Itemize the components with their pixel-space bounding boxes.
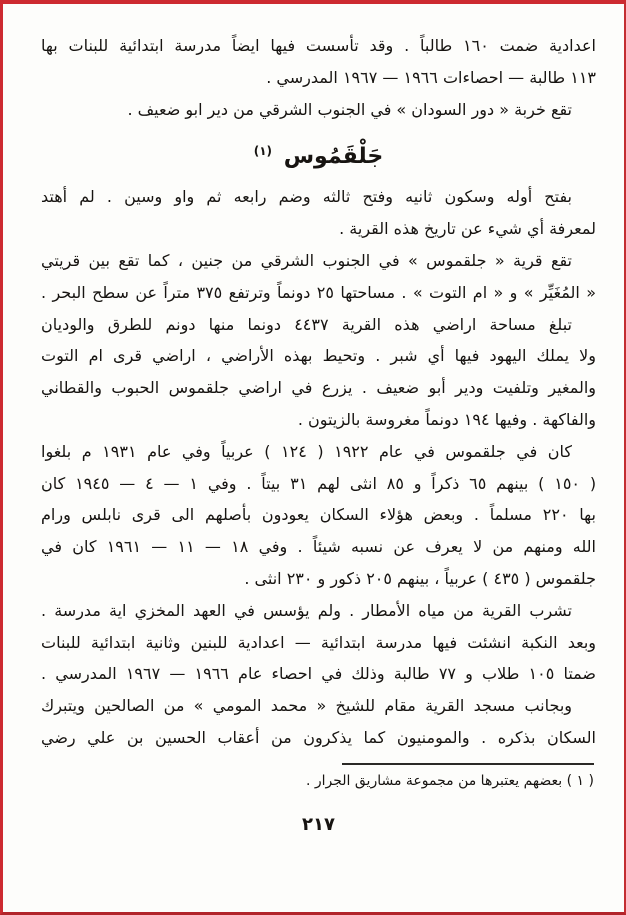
text-line: تقع خربة « دور السودان » في الجنوب الشرقي من دير ابو ضعيف .	[127, 99, 572, 119]
text-line: بها ٢٢٠ مسلماً . وبعض هؤلاء السكان يعودون بأصلهم الى قرى نابلس ورام	[41, 505, 596, 525]
text-line: الله ومنهم من لا يعرف عن نسبه شيئاً . وفي ١٨ — ١١ — ١٩٦١ كان في	[41, 537, 596, 557]
text-line: « المُغَيِّر » و « ام التوت » . مساحتها ٢٥ دونماً وترتفع ٣٧٥ متراً عن سطح البحر .	[41, 282, 596, 302]
footnote-separator-rule	[342, 763, 594, 765]
text-line: ضمتا ١٠٥ طلاب و ٧٧ طالبة وذلك في احصاء عام ١٩٦٦ — ١٩٦٧ المدرسي .	[41, 664, 597, 684]
paragraph-population	[41, 436, 596, 595]
text-line: والمغير وتلفيت ودير أبو ضعيف . يزرع في اراضي جلقموس الحبوب والقطاني	[41, 378, 596, 398]
page-number: ٢١٧	[302, 813, 335, 835]
text-line: لمعرفة أي شيء عن تاريخ هذه القرية .	[339, 219, 596, 239]
paragraph-girls-school	[41, 30, 596, 94]
village-name: جَلْقَمُوس	[283, 144, 384, 170]
paragraph-location	[41, 245, 596, 309]
text-line: السكان بذكره . والمومنيون كما يذكرون من أعقاب الحسين بن علي رضي	[41, 727, 596, 747]
text-line: وبجانب مسجد القرية مقام للشيخ « محمد المومي » من الصالحين ويتبرك	[41, 696, 572, 716]
footnote	[41, 769, 596, 793]
footnote-text: بعضهم يعتبرها من مجموعة مشاريق الجرار .	[305, 772, 563, 789]
text-line: تبلغ مساحة اراضي هذه القرية ٤٤٣٧ دونما منها دونم للطرق والوديان	[41, 314, 572, 334]
paragraph-khirbet-dur-alsudan	[41, 94, 596, 126]
text-line: جلقموس ( ٤٣٥ ) عربياً ، بينهم ٢٠٥ ذكور و ٢٣٠ انثى .	[244, 568, 596, 588]
text-line: اعدادية ضمت ١٦٠ طالباً . وقد تأسست فيها ايضاً مدرسة ابتدائية للبنات بها	[41, 36, 596, 55]
paragraph-mosque-shrine	[41, 690, 596, 754]
text-line: والفاكهة . وفيها ١٩٤ دونماً مغروسة بالزيتون .	[297, 409, 596, 429]
text-line: بفتح أوله وسكون ثانيه وفتح ثالثه وضم رابعه ثم واو وسين . لم أهتد	[41, 187, 572, 207]
text-line: تشرب القرية من مياه الأمطار . ولم يؤسس في العهد المخزي اية مدرسة .	[41, 600, 572, 620]
heading-footnote-marker: (١)	[253, 144, 273, 159]
paragraph-lands	[41, 309, 596, 436]
text-line: وبعد النكبة انشئت فيها مدرسة ابتدائية — اعدادية للبنين وثانية ابتدائية للبنات	[41, 632, 596, 652]
village-name-heading	[41, 134, 596, 174]
text-line: ولا يملك اليهود فيها أي شبر . وتحيط بهذه الأراضي ، اراضي قرى ام التوت	[41, 346, 596, 366]
paragraph-water-schools	[41, 595, 596, 690]
paragraph-pronunciation	[41, 181, 596, 245]
text-line: ( ١٥٠ ) بينهم ٦٥ ذكراً و ٨٥ انثى لهم ٣١ بيتاً . وفي ١ — ٤ — ١٩٤٥ كان	[41, 473, 597, 493]
text-line: ١١٣ طالبة — احصاءات ١٩٦٦ — ١٩٦٧ المدرسي .	[266, 67, 596, 87]
text-line: تقع قرية « جلقموس » في الجنوب الشرقي من جنين ، كما تقع بين قريتي	[41, 250, 572, 270]
footnote-marker: ( ١ )	[566, 772, 594, 789]
text-line: كان في جلقموس في عام ١٩٢٢ ( ١٢٤ ) عربياً وفي عام ١٩٣١ م بلغوا	[41, 441, 572, 461]
